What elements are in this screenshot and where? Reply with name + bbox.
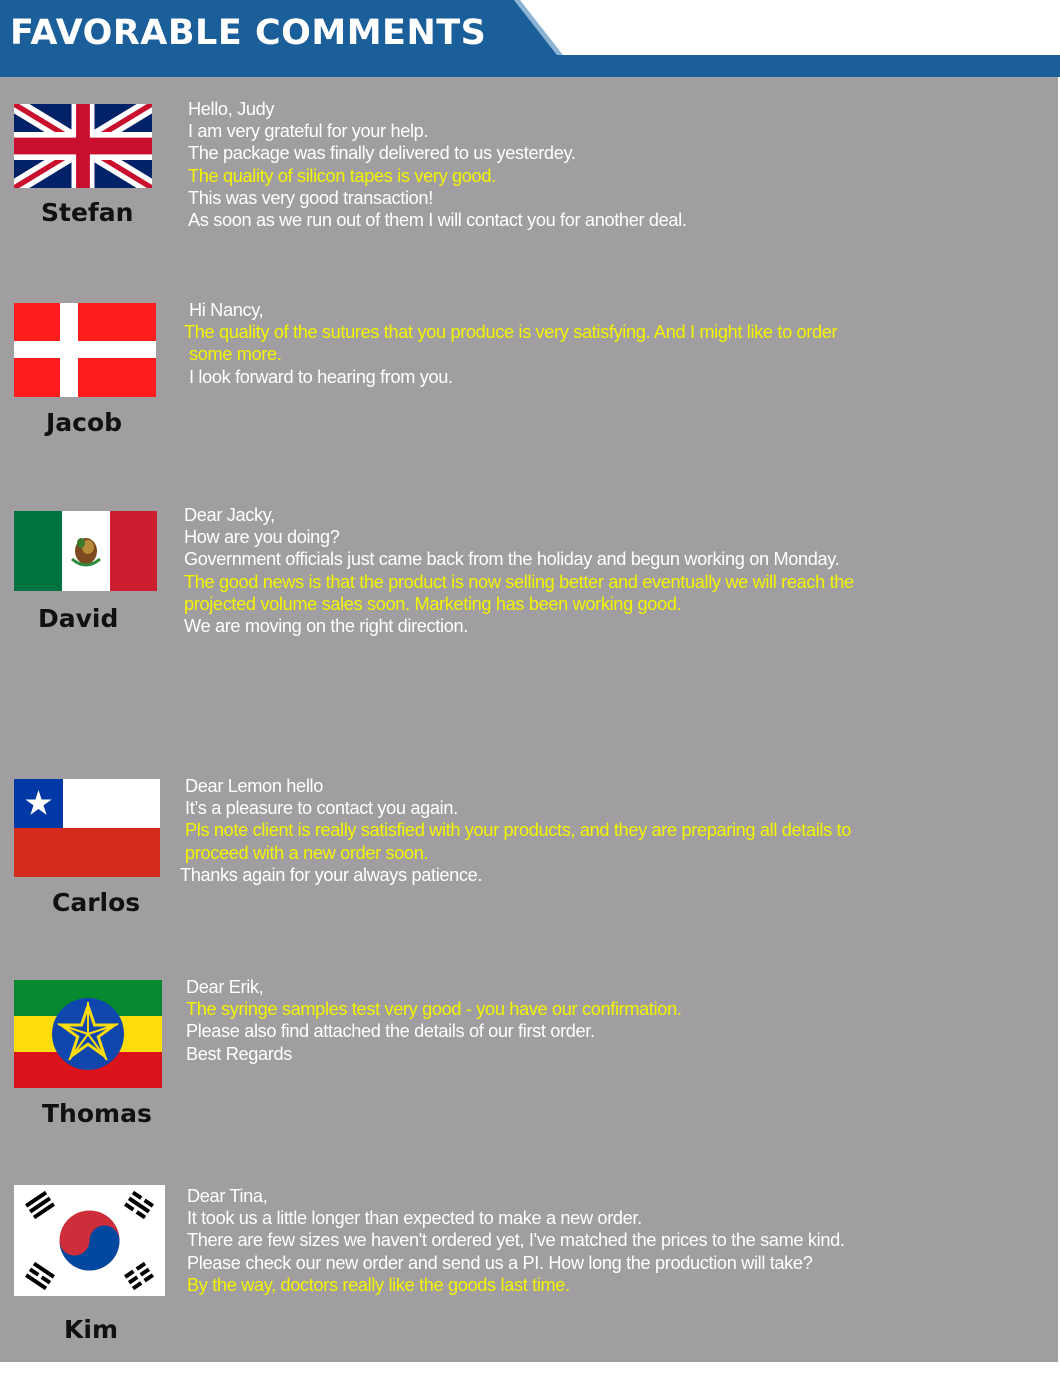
comment-line-highlight: The quality of silicon tapes is very good. <box>188 165 496 186</box>
comment-line: Please check our new order and send us a PI. How long the production will take? <box>187 1252 813 1273</box>
chile-flag-icon <box>14 779 160 877</box>
comment-line-highlight: The quality of the sutures that you produce is very satisfying. And I might like to order <box>184 322 838 343</box>
comment-line: Dear Jacky, <box>184 505 275 525</box>
comment-line: Best Regards <box>186 1043 292 1064</box>
comment-line: The package was finally delivered to us yesterdey. <box>188 143 576 164</box>
comment-line: Dear Lemon hello <box>185 776 323 796</box>
comment-line: Dear Erik, <box>186 977 264 997</box>
comment-text <box>186 976 682 1065</box>
header-banner <box>0 0 1060 77</box>
commenter-name: Kim <box>64 1315 118 1344</box>
comment-line: There are few sizes we haven't ordered yet, I've matched the prices to the same kind. <box>187 1230 845 1251</box>
comment-text <box>187 1185 845 1296</box>
comment-line-highlight: some more. <box>189 344 282 365</box>
comment-line: How are you doing? <box>184 527 340 548</box>
comment-line-highlight: proceed with a new order soon. <box>185 842 429 863</box>
comment-line: Hello, Judy <box>188 99 275 119</box>
comment-text <box>184 504 854 637</box>
comment-line: Please also find attached the details of our first order. <box>186 1021 595 1042</box>
page-title: FAVORABLE COMMENTS <box>10 13 487 53</box>
comment-line: It’s a pleasure to contact you again. <box>185 798 458 819</box>
commenter-name: Carlos <box>52 888 141 917</box>
comment-line: We are moving on the right direction. <box>184 616 468 637</box>
south-korea-flag-icon <box>14 1185 165 1296</box>
comment-line: As soon as we run out of them I will contact you for another deal. <box>188 210 687 231</box>
denmark-flag-icon <box>14 303 156 397</box>
comment-line-highlight: Pls note client is really satisfied with your products, and they are preparing all details to <box>185 820 852 841</box>
ethiopia-flag-icon <box>14 980 162 1088</box>
comment-line: I look forward to hearing from you. <box>189 366 453 387</box>
comment-text <box>188 98 687 231</box>
comment-line: Hi Nancy, <box>189 300 264 320</box>
comment-line-highlight: By the way, doctors really like the goods last time. <box>187 1274 570 1295</box>
comment-line: I am very grateful for your help. <box>188 121 429 142</box>
commenter-name: Stefan <box>41 198 134 227</box>
comment-line: Dear Tina, <box>187 1186 268 1206</box>
comment-line: It took us a little longer than expected to make a new order. <box>187 1208 642 1229</box>
comment-line: Government officials just came back from the holiday and begun working on Monday. <box>184 549 840 570</box>
comment-line-highlight: The good news is that the product is now selling better and eventually we will reach the <box>184 571 854 592</box>
comment-line-highlight: projected volume sales soon. Marketing has been working good. <box>184 593 682 614</box>
comment-line: Thanks again for your always patience. <box>180 864 483 885</box>
comment-text <box>184 299 837 388</box>
uk-flag-icon <box>14 104 152 188</box>
comments-panel <box>0 77 1058 1362</box>
commenter-name: Jacob <box>46 408 123 437</box>
commenter-name: Thomas <box>42 1099 152 1128</box>
comment-line-highlight: The syringe samples test very good - you have our confirmation. <box>186 999 682 1020</box>
commenter-name: David <box>38 604 119 633</box>
comment-line: This was very good transaction! <box>188 187 433 208</box>
comment-text <box>180 775 851 886</box>
mexico-flag-icon <box>14 511 157 591</box>
